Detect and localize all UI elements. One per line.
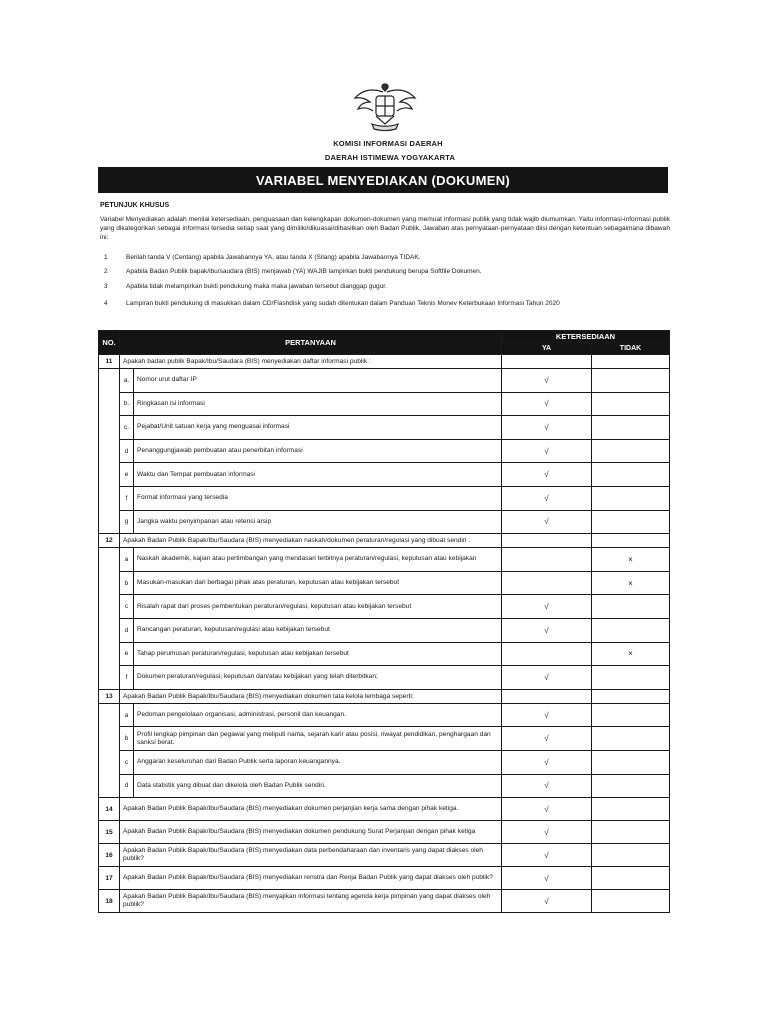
answer-no-mark: × [592, 571, 670, 595]
sub-question-letter: f [120, 486, 134, 510]
answer-no-mark: × [592, 548, 670, 572]
question-row [99, 798, 670, 821]
answer-yes-mark: √ [502, 392, 592, 416]
answer-yes-mark: √ [502, 595, 592, 619]
spacer-cell [99, 595, 120, 619]
page-title: VARIABEL MENYEDIAKAN (DOKUMEN) [98, 167, 668, 193]
question-row [99, 844, 670, 867]
question-text: Apakah Badan Publik Bapak/Ibu/Saudara (BIS) menyediakan dokumen pendukung Surat Perjanjian dengan pihak ketiga [120, 821, 502, 844]
spacer-cell [99, 703, 120, 727]
sub-question-row [99, 774, 670, 798]
sub-question-letter: d [120, 618, 134, 642]
header-no-answer: TIDAK [592, 343, 670, 355]
spacer-cell [99, 439, 120, 463]
answer-no-mark [592, 727, 670, 751]
sub-question-row [99, 595, 670, 619]
answer-no-mark [592, 821, 670, 844]
answer-yes-mark: √ [502, 727, 592, 751]
instruction-text: Lampiran bukti pendukung di masukkan dalam CD/Flashdisk yang sudah ditentukan dalam Panduan Teknis Monev Keterbukaan Informasi Tahun 2020 [126, 300, 560, 307]
instruction-text: Berilah tanda V (Centang) apabila Jawabannya YA, atau tanda X (Silang) apabila Jawabannya TIDAK. [126, 254, 421, 261]
question-number: 15 [99, 821, 120, 844]
question-number: 11 [99, 355, 120, 369]
instruction-item [100, 268, 670, 275]
question-row [99, 867, 670, 890]
spacer-cell [99, 463, 120, 487]
answer-no-mark [592, 369, 670, 393]
answer-no-cell [592, 534, 670, 548]
answer-no-cell [592, 689, 670, 703]
answer-no-mark [592, 595, 670, 619]
sub-question-text: Naskah akademik, kajian atau pertimbangan yang mendasari terbitnya peraturan/regulasi, keputusan atau kebijakan [134, 548, 502, 572]
sub-question-row [99, 666, 670, 690]
sub-question-letter: b. [120, 392, 134, 416]
question-text: Apakah badan publik Bapak/Ibu/Saudara (BIS) menyediakan daftar informasi publik : [120, 355, 502, 369]
answer-no-mark [592, 844, 670, 867]
sub-question-text: Jangka waktu penyimpanan atau retensi arsip [134, 510, 502, 534]
instruction-item [100, 283, 670, 290]
sub-question-text: Risalah rapat dari proses pembentukan peraturan/regulasi, keputusan atau kebijakan tersebut [134, 595, 502, 619]
org-name-line1: KOMISI INFORMASI DAERAH [333, 139, 443, 148]
sub-question-text: Rancangan peraturan, keputusan/regulasi atau kebijakan tersebut [134, 618, 502, 642]
sub-question-letter: a. [120, 369, 134, 393]
sub-question-letter: c [120, 595, 134, 619]
answer-no-mark [592, 618, 670, 642]
question-row [99, 890, 670, 913]
instruction-text: Apabila tidak melampirkan bukti pendukung maka maka jawaban tersebut dianggap gugur. [126, 283, 387, 290]
sub-question-row [99, 618, 670, 642]
answer-yes-cell [502, 534, 592, 548]
sub-question-row [99, 416, 670, 440]
sub-question-row [99, 750, 670, 774]
question-row [99, 355, 670, 369]
answer-no-mark [592, 750, 670, 774]
sub-question-letter: a [120, 548, 134, 572]
answer-yes-mark: √ [502, 774, 592, 798]
sub-question-text: Data statistik yang dibuat dan dikelola oleh Badan Publik sendiri. [134, 774, 502, 798]
question-number: 17 [99, 867, 120, 890]
sub-question-letter: g [120, 510, 134, 534]
sub-question-row [99, 703, 670, 727]
answer-no-mark [592, 703, 670, 727]
question-number: 18 [99, 890, 120, 913]
answer-no-mark [592, 463, 670, 487]
sub-question-text: Waktu dan Tempat pembuatan informasi [134, 463, 502, 487]
answer-yes-mark: √ [502, 618, 592, 642]
sub-question-letter: c. [120, 416, 134, 440]
instructions-heading: PETUNJUK KHUSUS [100, 202, 170, 209]
sub-question-letter: b [120, 727, 134, 751]
garuda-emblem-icon [352, 80, 418, 136]
answer-no-mark [592, 798, 670, 821]
sub-question-text: Tahap perumusan peraturan/regulasi, keputusan atau kebijakan tersebut [134, 642, 502, 666]
org-name-line2: DAERAH ISTIMEWA YOGYAKARTA [324, 153, 456, 162]
sub-question-text: Anggaran keseluruhan dari Badan Publik serta laporan keuangannya. [134, 750, 502, 774]
spacer-cell [99, 510, 120, 534]
sub-question-row [99, 369, 670, 393]
question-number: 14 [99, 798, 120, 821]
sub-question-row [99, 548, 670, 572]
instruction-number: 1 [104, 254, 108, 261]
question-text: Apakah Badan Publik Bapak/Ibu/Saudara (BIS) menyediakan naskah/dokumen peraturan/regulasi yang dibuat sendiri : [120, 534, 502, 548]
answer-no-mark [592, 416, 670, 440]
question-number: 12 [99, 534, 120, 548]
sub-question-text: Nomor urut daftar IP [134, 369, 502, 393]
answer-yes-mark: √ [502, 510, 592, 534]
spacer-cell [99, 571, 120, 595]
answer-yes-mark [502, 571, 592, 595]
sub-question-letter: d [120, 439, 134, 463]
answer-yes-cell [502, 355, 592, 369]
answer-yes-mark [502, 548, 592, 572]
question-text: Apakah Badan Publik Bapak/Ibu/Saudara (BIS) menyediakan dokumen tata kelola lembaga seperti: [120, 689, 502, 703]
questionnaire-table [98, 330, 670, 913]
question-text: Apakah Badan Publik Bapak/Ibu/Saudara (BIS) menyediakan dokumen perjanjian kerja sama dengan pihak ketiga. [120, 798, 502, 821]
answer-no-mark [592, 510, 670, 534]
header-question: PERTANYAAN [120, 331, 502, 355]
spacer-cell [99, 774, 120, 798]
sub-question-row [99, 463, 670, 487]
sub-question-row [99, 392, 670, 416]
instruction-item [100, 300, 670, 307]
spacer-cell [99, 416, 120, 440]
question-number: 16 [99, 844, 120, 867]
sub-question-row [99, 439, 670, 463]
spacer-cell [99, 369, 120, 393]
answer-yes-cell [502, 689, 592, 703]
answer-no-mark [592, 666, 670, 690]
spacer-cell [99, 548, 120, 572]
answer-no-cell [592, 355, 670, 369]
spacer-cell [99, 666, 120, 690]
sub-question-letter: e [120, 463, 134, 487]
question-row [99, 534, 670, 548]
spacer-cell [99, 727, 120, 751]
sub-question-row [99, 571, 670, 595]
instruction-number: 4 [104, 300, 108, 307]
instruction-number: 2 [104, 268, 108, 275]
sub-question-row [99, 486, 670, 510]
spacer-cell [99, 750, 120, 774]
answer-yes-mark: √ [502, 750, 592, 774]
sub-question-letter: a [120, 703, 134, 727]
answer-yes-mark: √ [502, 890, 592, 913]
answer-yes-mark: √ [502, 463, 592, 487]
question-row [99, 821, 670, 844]
answer-yes-mark: √ [502, 703, 592, 727]
header-no: NO. [99, 331, 120, 355]
answer-yes-mark: √ [502, 798, 592, 821]
answer-yes-mark: √ [502, 844, 592, 867]
sub-question-text: Penanggungjawab pembuatan atau penerbitan informasi [134, 439, 502, 463]
sub-question-text: Ringkasan isi informasi [134, 392, 502, 416]
sub-question-text: Profil lengkap pimpinan dan pegawai yang meliputi nama, sejarah karir atau posisi, riwayat pendidikan, penghargaan dan sanksi berat. [134, 727, 502, 751]
sub-question-letter: b [120, 571, 134, 595]
header-availability: KETERSEDIAAN [502, 331, 670, 343]
sub-question-text: Format informasi yang tersedia [134, 486, 502, 510]
sub-question-row [99, 727, 670, 751]
answer-yes-mark [502, 642, 592, 666]
question-text: Apakah Badan Publik Bapak/Ibu/Saudara (BIS) menyediakan data perbendaharaan dan inventaris yang dapat diakses oleh publik? [120, 844, 502, 867]
sub-question-letter: e [120, 642, 134, 666]
spacer-cell [99, 486, 120, 510]
answer-no-mark [592, 774, 670, 798]
spacer-cell [99, 618, 120, 642]
answer-yes-mark: √ [502, 821, 592, 844]
answer-yes-mark: √ [502, 439, 592, 463]
sub-question-letter: f [120, 666, 134, 690]
instruction-number: 3 [104, 283, 108, 290]
sub-question-text: Pedoman pengelolaan organisasi, administrasi, personil dan keuangan. [134, 703, 502, 727]
answer-no-mark [592, 867, 670, 890]
header-yes: YA [502, 343, 592, 355]
answer-yes-mark: √ [502, 666, 592, 690]
answer-yes-mark: √ [502, 486, 592, 510]
instruction-item [100, 254, 670, 261]
question-number: 13 [99, 689, 120, 703]
sub-question-text: Pejabat/Unit satuan kerja yang menguasai informasi [134, 416, 502, 440]
answer-no-mark [592, 486, 670, 510]
answer-no-mark: × [592, 642, 670, 666]
instructions-intro: Variabel Menyediakan adalah menilai ketersediaan, penguasaan dan kelengkapan dokumen-dokumen yang memuat informasi publik yang tidak wajib diumumkan. Yaitu informasi-informasi publik yang dikategorikan sebagai informasi tersedia setiap saat yang dimiliki/dikuasai/dihasilkan oleh Badan Publik. Jawaban atas pernyataan-pernyataan diisi dengan ketentuan sebagaimana dibawah ini: [100, 216, 670, 241]
answer-no-mark [592, 439, 670, 463]
question-text: Apakah Badan Publik Bapak/Ibu/Saudara (BIS) menyediakan renstra dan Renja Badan Publik yang dapat diakses oleh publik? [120, 867, 502, 890]
answer-no-mark [592, 890, 670, 913]
instruction-text: Apabila Badan Publik bapak/ibu/saudara (BIS) menjawab (YA) WAJIB lampirkan bukti pendukung berupa Softfile Dokumen. [126, 268, 482, 275]
spacer-cell [99, 642, 120, 666]
question-text: Apakah Badan Publik Bapak/Ibu/Saudara (BIS) menyajikan informasi tentang agenda kerja pimpinan yang dapat diakses oleh publik? [120, 890, 502, 913]
question-row [99, 689, 670, 703]
sub-question-text: Dokumen peraturan/regulasi, keputusan dan/atau kebijakan yang telah diterbitkan; [134, 666, 502, 690]
sub-question-letter: d [120, 774, 134, 798]
sub-question-row [99, 642, 670, 666]
sub-question-text: Masukan-masukan dari berbagai pihak atas peraturan, keputusan atau kebijakan tersebut [134, 571, 502, 595]
answer-no-mark [592, 392, 670, 416]
answer-yes-mark: √ [502, 416, 592, 440]
spacer-cell [99, 392, 120, 416]
answer-yes-mark: √ [502, 369, 592, 393]
sub-question-letter: c [120, 750, 134, 774]
answer-yes-mark: √ [502, 867, 592, 890]
sub-question-row [99, 510, 670, 534]
